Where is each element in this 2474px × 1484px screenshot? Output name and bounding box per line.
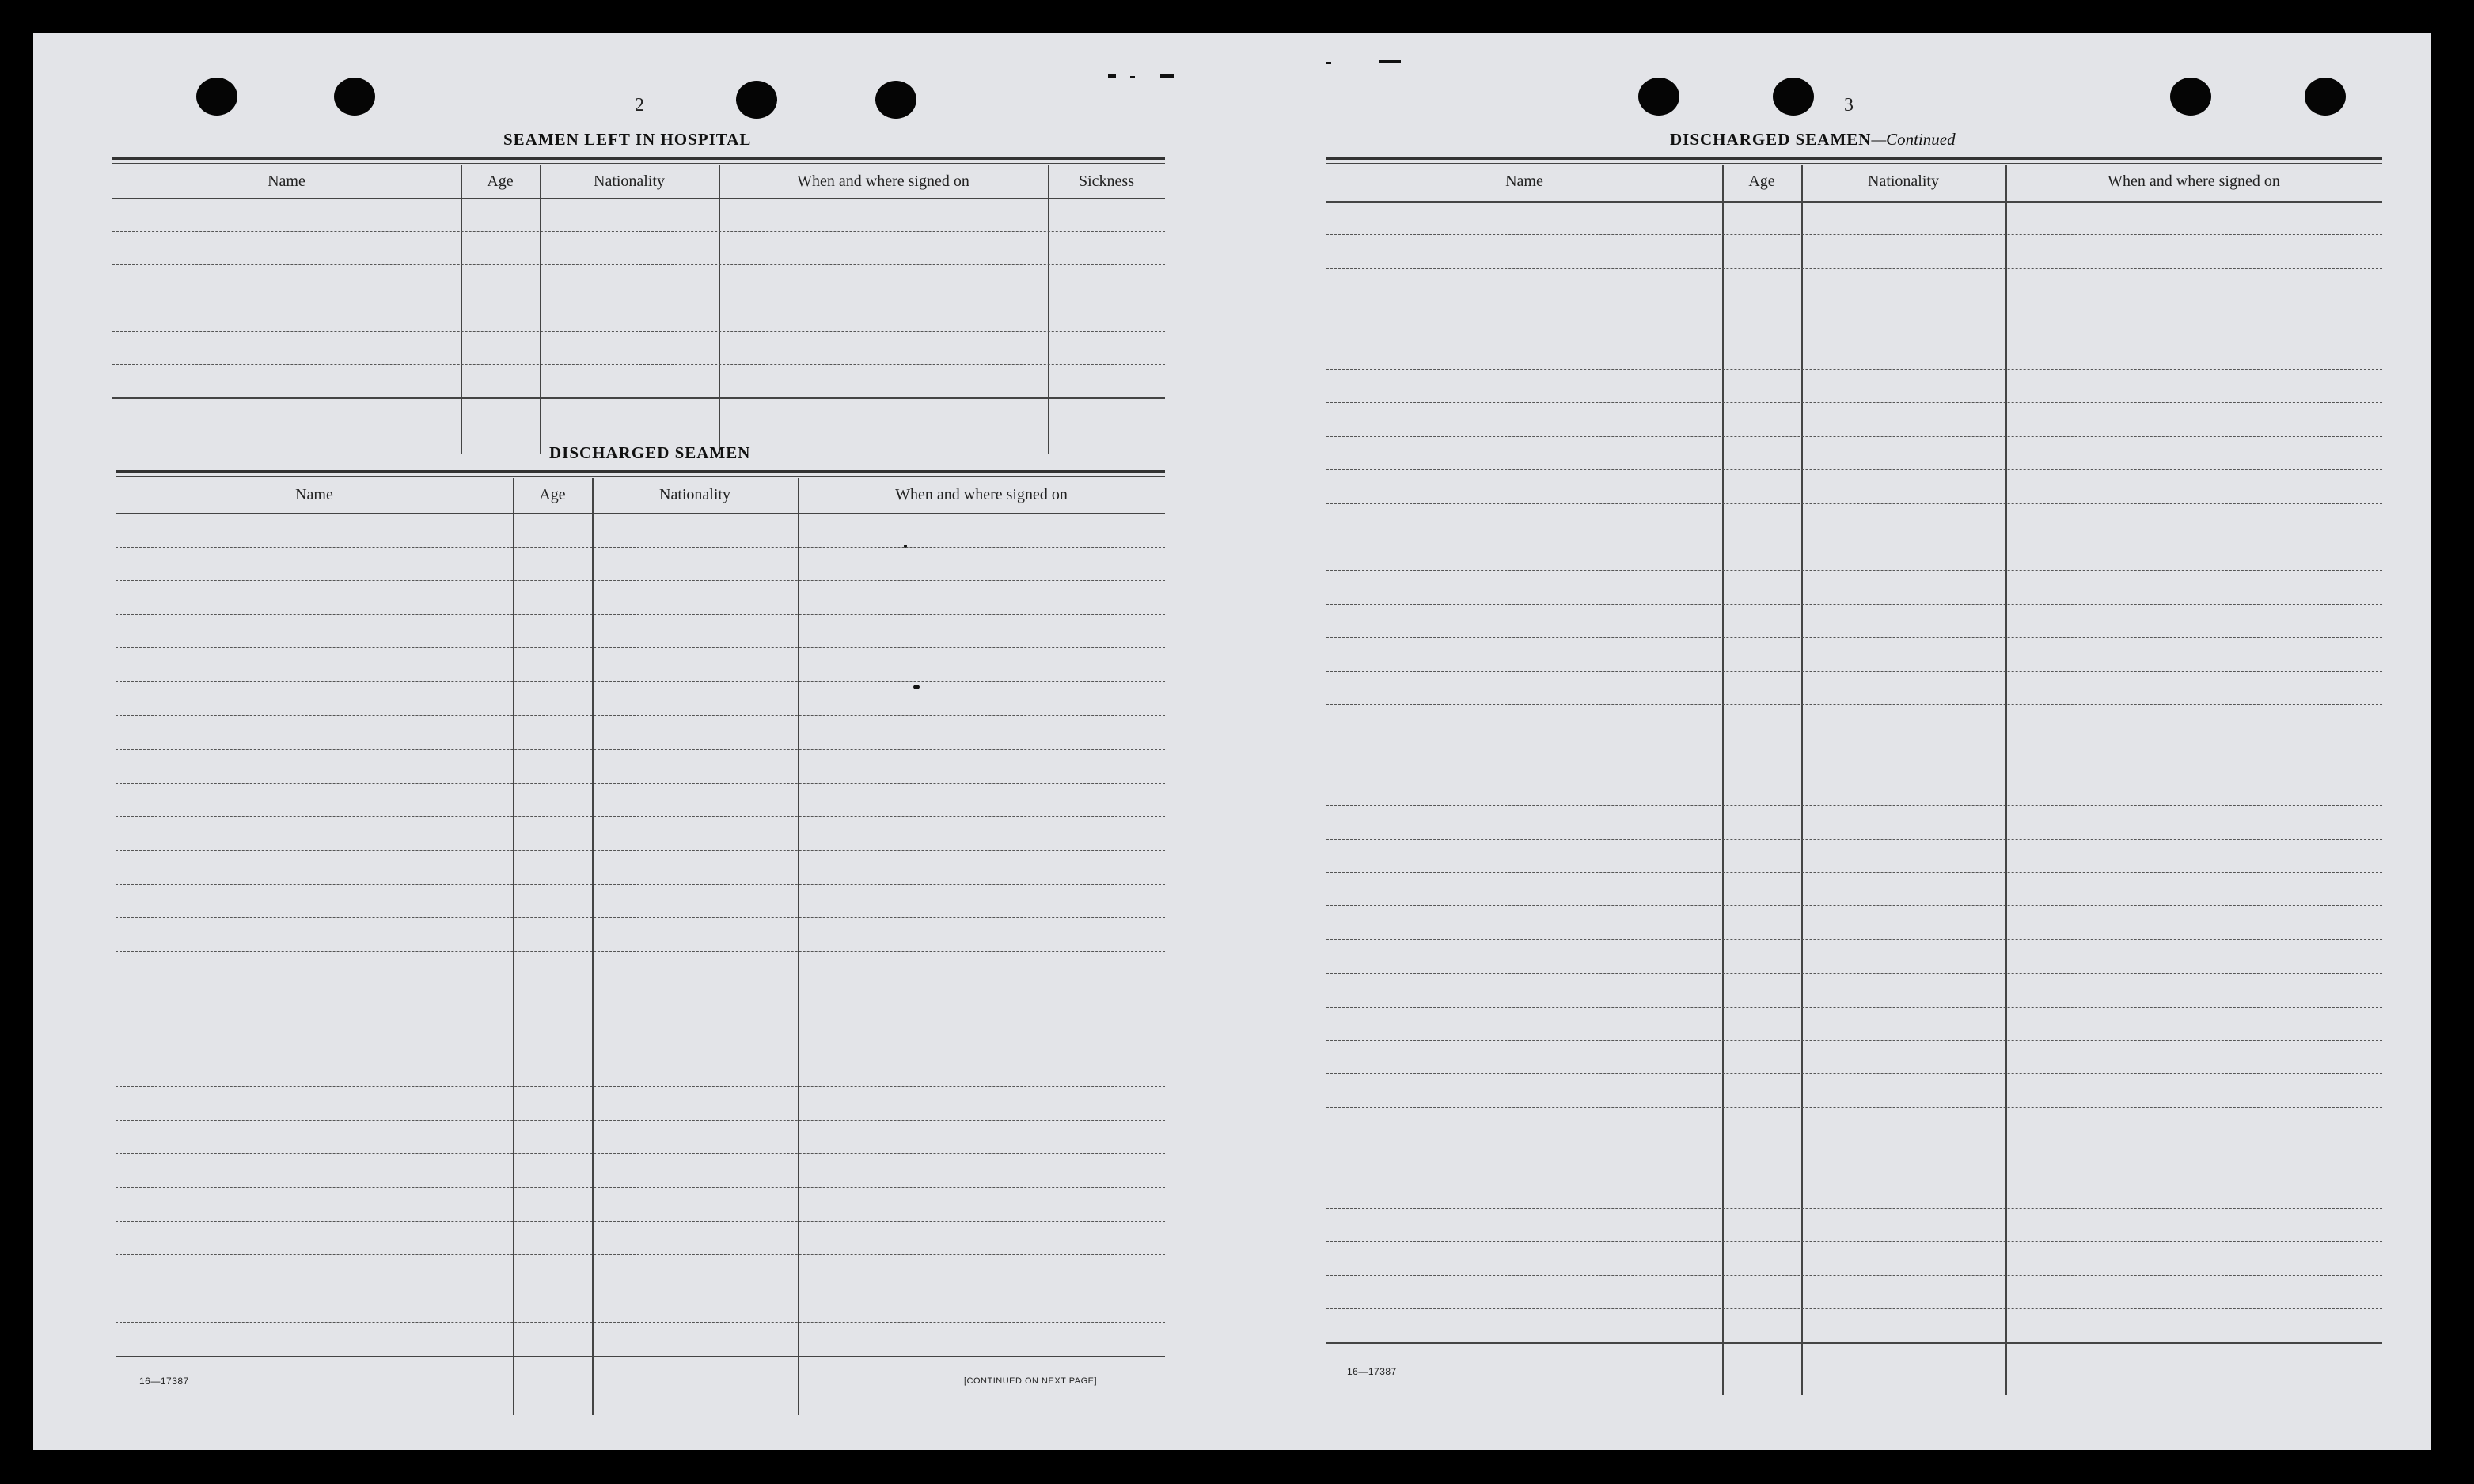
punch-hole [2170,78,2211,116]
column-header: When and where signed on [895,486,1068,503]
discharged-continued-title [1670,130,1956,150]
discharged-continued-table [1326,157,2382,1395]
table-row-line [116,1322,1165,1323]
table-row-line [116,1187,1165,1188]
table-row-line [1326,1308,2382,1309]
column-divider [798,478,799,1415]
table-row-line [1326,1007,2382,1008]
table-row-line [116,884,1165,885]
table-row-line [1326,268,2382,269]
table-top-rule-thin [116,476,1165,477]
column-header: Age [1748,173,1775,190]
continued-note: [CONTINUED ON NEXT PAGE] [964,1376,1098,1386]
scan-speck [1326,62,1331,64]
table-top-rule-thick [1326,157,2382,160]
scan-speck [1108,74,1116,78]
scan-speck [1379,60,1401,63]
discharged-continued-title-main: DISCHARGED SEAMEN [1670,130,1872,149]
column-divider [1722,165,1724,1395]
column-header: When and where signed on [2108,173,2280,190]
column-divider [719,165,720,454]
punch-hole [875,81,916,119]
column-divider [2005,165,2007,1395]
column-header: Nationality [1868,173,1939,190]
discharged-continued-suffix: —Continued [1871,130,1956,149]
column-header: Age [539,486,566,503]
form-number-left: 16—17387 [139,1376,189,1387]
table-row-line [116,816,1165,817]
column-header: Age [487,173,514,190]
scan-speck [1160,74,1174,78]
scan-speck [1130,76,1135,78]
punch-hole [196,78,237,116]
column-header: Name [1505,173,1543,190]
document-sheet [33,33,2431,1450]
punch-hole [736,81,777,119]
table-row-line [1326,872,2382,873]
table-row-line [112,331,1165,332]
punch-hole [1773,78,1814,116]
table-row-line [116,1120,1165,1121]
table-row-line [116,850,1165,851]
table-row-line [116,647,1165,648]
table-row-line [1326,469,2382,470]
table-row-line [1326,939,2382,940]
table-row-line [1326,671,2382,672]
column-header: Name [295,486,333,503]
column-header: Sickness [1079,173,1134,190]
punch-hole [334,78,375,116]
hospital-table [112,157,1165,454]
column-header: Nationality [594,173,665,190]
table-row-line [116,917,1165,918]
table-row-line [1326,637,2382,638]
table-row-line [1326,1342,2382,1344]
column-divider [513,478,514,1415]
table-row-line [1326,973,2382,974]
table-row-line [116,749,1165,750]
table-row-line [1326,1241,2382,1242]
page-number-left: 2 [635,95,644,116]
punch-hole [2305,78,2346,116]
punch-hole [1638,78,1679,116]
table-row-line [116,783,1165,784]
column-divider [540,165,541,454]
table-row-line [116,715,1165,716]
table-row-line [116,1356,1165,1357]
discharged-table [116,470,1165,1415]
column-header: Name [268,173,305,190]
table-row-line [1326,805,2382,806]
table-row-line [116,580,1165,581]
column-divider [592,478,594,1415]
table-row-line [112,397,1165,399]
table-row-line [116,1086,1165,1087]
table-row-line [1326,905,2382,906]
column-header: When and where signed on [797,173,969,190]
table-row-line [1326,704,2382,705]
header-bottom-rule [112,198,1165,199]
column-divider [1801,165,1803,1395]
header-bottom-rule [1326,201,2382,203]
header-bottom-rule [116,513,1165,514]
table-row-line [1326,369,2382,370]
table-row-line [116,1153,1165,1154]
table-row-line [1326,570,2382,571]
table-row-line [116,1254,1165,1255]
table-row-line [1326,1275,2382,1276]
table-row-line [1326,1040,2382,1041]
table-top-rule-thick [116,470,1165,473]
table-row-line [112,231,1165,232]
table-row-line [1326,1073,2382,1074]
table-row-line [116,614,1165,615]
page-number-right: 3 [1844,95,1854,116]
table-top-rule-thin [112,163,1165,164]
table-row-line [1326,839,2382,840]
table-row-line [1326,503,2382,504]
table-top-rule-thick [112,157,1165,160]
column-divider [461,165,462,454]
column-header: Nationality [659,486,730,503]
table-row-line [1326,1208,2382,1209]
table-row-line [116,1221,1165,1222]
table-row-line [1326,604,2382,605]
hospital-section-title: SEAMEN LEFT IN HOSPITAL [503,130,752,149]
table-row-line [112,364,1165,365]
table-row-line [116,547,1165,548]
column-divider [1048,165,1049,454]
table-row-line [1326,234,2382,235]
table-row-line [116,951,1165,952]
table-row-line [1326,402,2382,403]
table-row-line [116,681,1165,682]
table-row-line [1326,1107,2382,1108]
table-row-line [112,264,1165,265]
discharged-section-title: DISCHARGED SEAMEN [549,443,751,462]
table-row-line [1326,436,2382,437]
table-top-rule-thin [1326,163,2382,164]
form-number-right: 16—17387 [1347,1366,1397,1377]
